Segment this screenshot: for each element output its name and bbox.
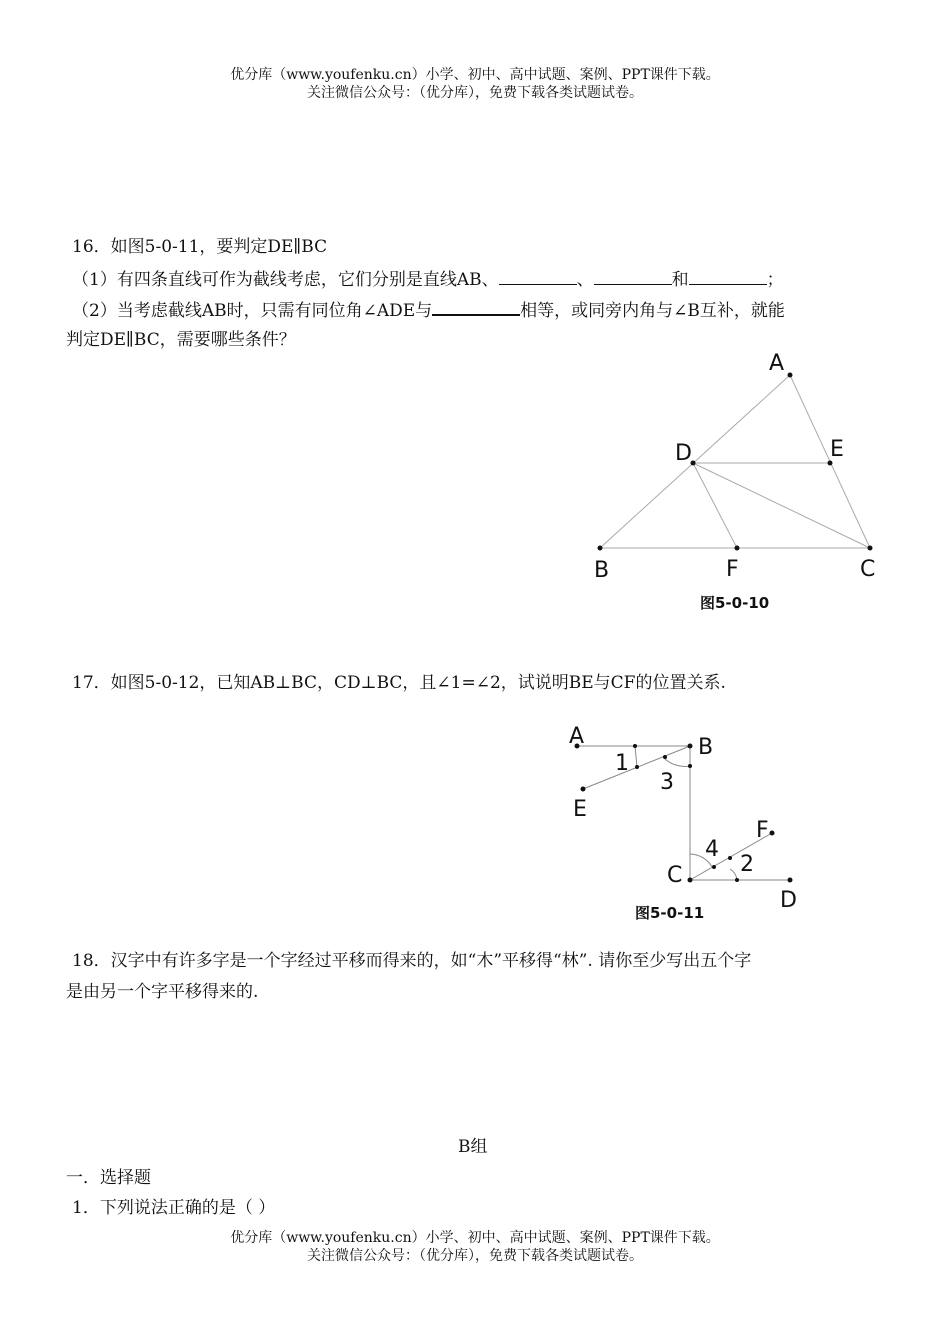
q18-line-1: 18．汉字中有许多字是一个字经过平移而得来的，如“木”平移得“林”. 请你至少写出五个字 — [72, 951, 752, 971]
point-E — [581, 787, 586, 792]
label-A: A — [569, 724, 585, 749]
angle-label-4: 4 — [705, 837, 719, 862]
label-B: B — [698, 735, 714, 760]
point-B — [598, 546, 603, 551]
label-D: D — [675, 441, 692, 466]
point-F — [770, 831, 775, 836]
answer-blank-1[interactable] — [499, 268, 577, 285]
footer-line-2: 关注微信公众号：（优分库），免费下载各类试题试卷。 — [307, 1248, 643, 1264]
label-C: C — [667, 863, 683, 888]
point-D — [788, 878, 793, 883]
angle-mark-dot — [635, 765, 639, 769]
figure-5-0-11 — [560, 720, 820, 920]
angle-mark-dot — [735, 878, 739, 882]
point-A — [788, 373, 793, 378]
footer-line-1: 优分库（www.youfenku.cn）小学、初中、高中试题、案例、PPT课件下载。 — [230, 1230, 720, 1246]
label-B: B — [594, 558, 610, 583]
q16-part1-end: ； — [766, 270, 784, 290]
angle-mark-dot — [728, 856, 732, 860]
figure-caption-5-0-11: 图5-0-11 — [635, 904, 705, 922]
point-F — [735, 546, 740, 551]
angle-mark-dot — [712, 865, 716, 869]
label-E: E — [573, 797, 587, 822]
answer-blank-4[interactable] — [432, 298, 520, 316]
label-E: E — [830, 437, 844, 462]
q16-part1-text: （1）有四条直线可作为截线考虑，它们分别是直线AB、 — [72, 270, 499, 290]
angle-mark-dot — [633, 744, 637, 748]
q17-title: 17．如图5-0-12，已知AB⊥BC，CD⊥BC，且∠1=∠2，试说明BE与CF的位置关系. — [72, 673, 726, 693]
angle-label-2: 2 — [740, 852, 754, 877]
label-D: D — [780, 888, 797, 913]
point-C — [688, 878, 693, 883]
group-b-q1: 1．下列说法正确的是（ ） — [72, 1198, 276, 1218]
q16-part2 — [72, 298, 785, 322]
q16-title: 16．如图5-0-11，要判定DE∥BC — [72, 237, 328, 257]
angle-3-arc — [663, 757, 690, 766]
q16-part1-sep1: 、 — [576, 270, 594, 290]
header-line-2: 关注微信公众号：（优分库），免费下载各类试题试卷。 — [307, 85, 643, 101]
line-DF — [693, 463, 737, 548]
angle-label-3: 3 — [660, 770, 674, 795]
label-C: C — [860, 557, 876, 582]
q16-part1 — [72, 268, 784, 291]
group-b-title: B组 — [458, 1137, 488, 1157]
label-F: F — [756, 818, 769, 843]
q16-part1-sep2: 和 — [671, 270, 689, 290]
point-C — [868, 546, 873, 551]
answer-blank-2[interactable] — [594, 268, 672, 285]
angle-mark-dot — [663, 755, 667, 759]
angle-mark-dot — [688, 764, 692, 768]
angle-1-mark — [635, 746, 637, 767]
figure-5-0-10 — [580, 345, 900, 620]
point-B — [688, 744, 693, 749]
q16-part2-line2: 判定DE∥BC，需要哪些条件？ — [66, 330, 296, 350]
label-F: F — [726, 557, 739, 582]
q18-line-2: 是由另一个字平移得来的. — [66, 982, 259, 1002]
angle-label-1: 1 — [615, 751, 629, 776]
header-line-1: 优分库（www.youfenku.cn）小学、初中、高中试题、案例、PPT课件下载。 — [230, 67, 720, 83]
label-A: A — [769, 351, 785, 376]
answer-blank-3[interactable] — [689, 268, 767, 285]
section-choice-title: 一．选择题 — [66, 1168, 151, 1188]
line-DC — [693, 463, 870, 548]
figure-caption-5-0-10: 图5-0-10 — [700, 594, 770, 612]
q16-part2-after: 相等，或同旁内角与∠B互补，就能 — [520, 301, 785, 321]
q16-part2-text: （2）当考虑截线AB时，只需有同位角∠ADE与 — [72, 301, 433, 321]
